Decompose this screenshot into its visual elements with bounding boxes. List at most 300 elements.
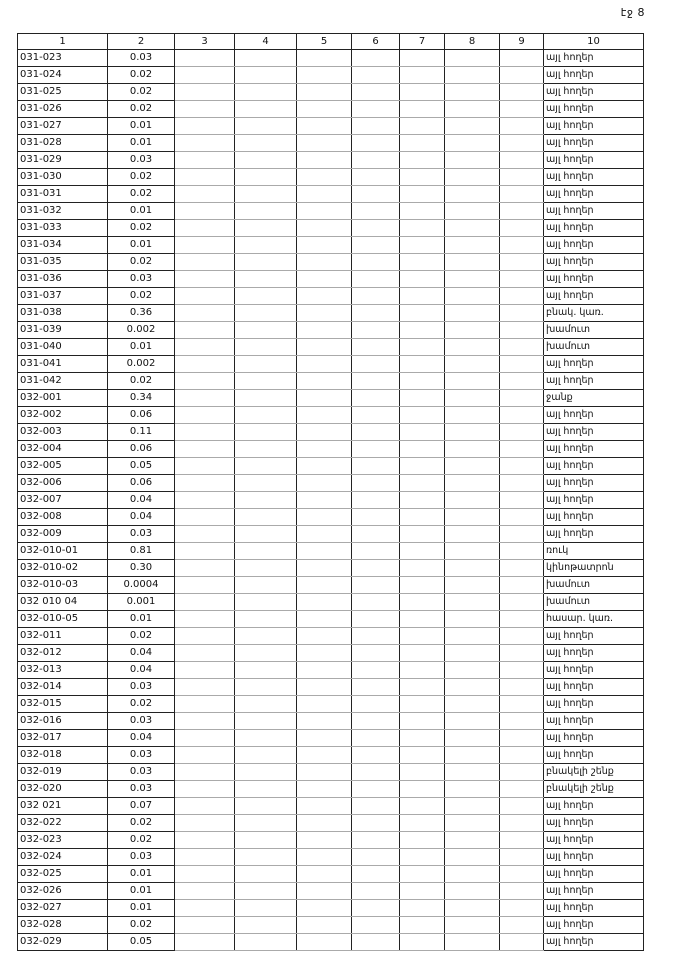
empty-cell [400,118,445,135]
empty-cell [235,594,297,611]
parcel-code-cell: 031-030 [18,169,108,186]
table-row [18,390,644,407]
empty-cell [500,390,544,407]
empty-cell [175,696,235,713]
empty-cell [445,662,500,679]
empty-cell [352,917,400,934]
area-cell: 0.01 [108,135,175,152]
empty-cell [175,730,235,747]
empty-cell [400,475,445,492]
land-use-cell: խամուտ [544,322,644,339]
empty-cell [175,118,235,135]
empty-cell [500,322,544,339]
empty-cell [445,798,500,815]
empty-cell [297,288,352,305]
land-register-table [17,33,644,951]
empty-cell [235,186,297,203]
table-row [18,662,644,679]
empty-cell [175,934,235,951]
empty-cell [352,900,400,917]
area-cell: 0.04 [108,645,175,662]
empty-cell [175,866,235,883]
parcel-code-cell: 032-010-03 [18,577,108,594]
empty-cell [500,254,544,271]
parcel-code-cell: 032-020 [18,781,108,798]
empty-cell [400,815,445,832]
area-cell: 0.81 [108,543,175,560]
empty-cell [235,747,297,764]
empty-cell [175,611,235,628]
empty-cell [352,67,400,84]
empty-cell [445,339,500,356]
empty-cell [175,594,235,611]
empty-cell [297,934,352,951]
empty-cell [500,645,544,662]
empty-cell [445,118,500,135]
area-cell: 0.03 [108,271,175,288]
table-row [18,815,644,832]
table-row [18,322,644,339]
area-cell: 0.002 [108,356,175,373]
empty-cell [175,492,235,509]
empty-cell [175,135,235,152]
land-use-cell: խամուտ [544,577,644,594]
empty-cell [235,271,297,288]
land-use-cell: այլ հողեր [544,713,644,730]
empty-cell [445,305,500,322]
empty-cell [235,900,297,917]
empty-cell [445,169,500,186]
area-cell: 0.06 [108,407,175,424]
empty-cell [297,152,352,169]
empty-cell [400,50,445,67]
empty-cell [445,458,500,475]
parcel-code-cell: 031-024 [18,67,108,84]
empty-cell [400,679,445,696]
empty-cell [352,424,400,441]
empty-cell [352,237,400,254]
parcel-code-cell: 032-015 [18,696,108,713]
empty-cell [445,237,500,254]
empty-cell [235,458,297,475]
table-row [18,832,644,849]
empty-cell [297,526,352,543]
empty-cell [400,220,445,237]
empty-cell [500,475,544,492]
empty-cell [400,84,445,101]
area-cell: 0.01 [108,237,175,254]
empty-cell [445,679,500,696]
empty-cell [297,798,352,815]
empty-cell [352,203,400,220]
parcel-code-cell: 032-016 [18,713,108,730]
table-row [18,764,644,781]
area-cell: 0.02 [108,101,175,118]
area-cell: 0.02 [108,832,175,849]
empty-cell [297,577,352,594]
table-row [18,186,644,203]
empty-cell [175,169,235,186]
empty-cell [445,560,500,577]
land-use-cell: այլ հողեր [544,50,644,67]
parcel-code-cell: 032-003 [18,424,108,441]
column-header-9: 9 [500,34,544,50]
empty-cell [297,441,352,458]
empty-cell [297,747,352,764]
empty-cell [445,764,500,781]
empty-cell [235,118,297,135]
empty-cell [400,900,445,917]
empty-cell [400,254,445,271]
table-row [18,866,644,883]
empty-cell [400,526,445,543]
empty-cell [352,339,400,356]
area-cell: 0.02 [108,67,175,84]
land-use-cell: այլ հողեր [544,849,644,866]
empty-cell [352,254,400,271]
empty-cell [352,628,400,645]
land-use-cell: այլ հողեր [544,237,644,254]
empty-cell [175,560,235,577]
empty-cell [352,679,400,696]
empty-cell [175,543,235,560]
empty-cell [235,339,297,356]
column-header-7: 7 [400,34,445,50]
parcel-code-cell: 032-001 [18,390,108,407]
empty-cell [297,543,352,560]
empty-cell [235,611,297,628]
land-use-cell: այլ հողեր [544,441,644,458]
parcel-code-cell: 031-039 [18,322,108,339]
empty-cell [500,203,544,220]
empty-cell [352,220,400,237]
empty-cell [235,254,297,271]
parcel-code-cell: 032 010 04 [18,594,108,611]
empty-cell [445,475,500,492]
empty-cell [235,560,297,577]
empty-cell [400,288,445,305]
parcel-code-cell: 032-027 [18,900,108,917]
empty-cell [235,798,297,815]
empty-cell [400,713,445,730]
header-row [18,34,644,50]
area-cell: 0.07 [108,798,175,815]
area-cell: 0.002 [108,322,175,339]
empty-cell [235,237,297,254]
area-cell: 0.02 [108,186,175,203]
area-cell: 0.01 [108,203,175,220]
parcel-code-cell: 031-035 [18,254,108,271]
empty-cell [175,849,235,866]
table-row [18,696,644,713]
empty-cell [235,288,297,305]
land-use-cell: այլ հողեր [544,271,644,288]
empty-cell [500,339,544,356]
empty-cell [445,135,500,152]
area-cell: 0.02 [108,373,175,390]
empty-cell [297,628,352,645]
empty-cell [352,883,400,900]
empty-cell [297,305,352,322]
empty-cell [235,849,297,866]
land-use-cell: այլ հողեր [544,730,644,747]
empty-cell [235,84,297,101]
empty-cell [175,271,235,288]
land-use-cell: կինոթատրոն [544,560,644,577]
table-row [18,424,644,441]
empty-cell [175,917,235,934]
parcel-code-cell: 031-031 [18,186,108,203]
parcel-code-cell: 032-008 [18,509,108,526]
empty-cell [400,832,445,849]
empty-cell [235,764,297,781]
empty-cell [297,900,352,917]
area-cell: 0.03 [108,679,175,696]
empty-cell [235,492,297,509]
empty-cell [445,866,500,883]
land-use-cell: ռուկ [544,543,644,560]
land-use-cell: այլ հողեր [544,900,644,917]
empty-cell [352,849,400,866]
land-use-cell: այլ հողեր [544,118,644,135]
empty-cell [297,339,352,356]
column-header-8: 8 [445,34,500,50]
area-cell: 0.05 [108,934,175,951]
table-row [18,611,644,628]
table-row [18,288,644,305]
empty-cell [445,101,500,118]
empty-cell [297,475,352,492]
empty-cell [445,390,500,407]
land-use-cell: հասար. կառ. [544,611,644,628]
empty-cell [400,135,445,152]
empty-cell [445,186,500,203]
empty-cell [297,84,352,101]
table-row [18,441,644,458]
parcel-code-cell: 032-019 [18,764,108,781]
parcel-code-cell: 032-012 [18,645,108,662]
empty-cell [297,237,352,254]
empty-cell [235,628,297,645]
table-row [18,305,644,322]
empty-cell [175,832,235,849]
empty-cell [352,781,400,798]
land-use-cell: այլ հողեր [544,815,644,832]
empty-cell [175,101,235,118]
empty-cell [297,424,352,441]
empty-cell [297,764,352,781]
empty-cell [352,526,400,543]
land-use-cell: այլ հողեր [544,883,644,900]
land-use-cell: այլ հողեր [544,509,644,526]
land-use-cell: այլ հողեր [544,220,644,237]
empty-cell [500,220,544,237]
empty-cell [445,713,500,730]
empty-cell [297,832,352,849]
empty-cell [400,543,445,560]
empty-cell [500,730,544,747]
empty-cell [297,220,352,237]
empty-cell [175,526,235,543]
empty-cell [235,696,297,713]
empty-cell [500,373,544,390]
land-use-cell: այլ հողեր [544,492,644,509]
empty-cell [352,696,400,713]
empty-cell [175,424,235,441]
empty-cell [352,458,400,475]
empty-cell [175,458,235,475]
empty-cell [175,441,235,458]
empty-cell [297,271,352,288]
area-cell: 0.04 [108,492,175,509]
empty-cell [235,475,297,492]
table-row [18,203,644,220]
area-cell: 0.03 [108,526,175,543]
empty-cell [500,781,544,798]
parcel-code-cell: 031-034 [18,237,108,254]
table-row [18,254,644,271]
empty-cell [400,730,445,747]
empty-cell [400,390,445,407]
empty-cell [235,203,297,220]
empty-cell [235,679,297,696]
column-header-10: 10 [544,34,644,50]
empty-cell [500,186,544,203]
empty-cell [352,288,400,305]
empty-cell [352,832,400,849]
table-row [18,135,644,152]
empty-cell [352,934,400,951]
land-use-cell: այլ հողեր [544,866,644,883]
empty-cell [400,662,445,679]
empty-cell [445,900,500,917]
empty-cell [400,458,445,475]
column-header-2: 2 [108,34,175,50]
empty-cell [352,305,400,322]
empty-cell [400,322,445,339]
area-cell: 0.30 [108,560,175,577]
land-use-cell: այլ հողեր [544,186,644,203]
table-row [18,169,644,186]
empty-cell [235,509,297,526]
empty-cell [297,866,352,883]
empty-cell [352,492,400,509]
parcel-code-cell: 032-010-05 [18,611,108,628]
empty-cell [500,407,544,424]
empty-cell [175,186,235,203]
empty-cell [297,645,352,662]
table-row [18,339,644,356]
empty-cell [445,628,500,645]
empty-cell [297,50,352,67]
empty-cell [175,577,235,594]
empty-cell [400,101,445,118]
empty-cell [400,203,445,220]
area-cell: 0.03 [108,713,175,730]
empty-cell [500,271,544,288]
empty-cell [500,492,544,509]
empty-cell [235,152,297,169]
empty-cell [297,679,352,696]
empty-cell [445,645,500,662]
empty-cell [352,101,400,118]
empty-cell [400,152,445,169]
land-use-cell: բնակ. կառ. [544,305,644,322]
area-cell: 0.03 [108,764,175,781]
empty-cell [175,798,235,815]
empty-cell [352,135,400,152]
empty-cell [352,373,400,390]
empty-cell [235,135,297,152]
table-row [18,934,644,951]
area-cell: 0.03 [108,849,175,866]
empty-cell [297,135,352,152]
empty-cell [400,577,445,594]
empty-cell [297,67,352,84]
empty-cell [445,322,500,339]
land-use-cell: այլ հողեր [544,407,644,424]
area-cell: 0.06 [108,441,175,458]
empty-cell [400,407,445,424]
empty-cell [445,696,500,713]
empty-cell [400,67,445,84]
empty-cell [297,203,352,220]
empty-cell [175,305,235,322]
empty-cell [500,815,544,832]
area-cell: 0.02 [108,254,175,271]
empty-cell [235,356,297,373]
empty-cell [500,679,544,696]
empty-cell [175,373,235,390]
area-cell: 0.02 [108,917,175,934]
empty-cell [352,594,400,611]
table-row [18,67,644,84]
empty-cell [235,220,297,237]
table-row [18,373,644,390]
empty-cell [445,917,500,934]
empty-cell [352,186,400,203]
land-use-cell: այլ հողեր [544,696,644,713]
parcel-code-cell: 031-033 [18,220,108,237]
table-row [18,101,644,118]
empty-cell [352,356,400,373]
empty-cell [352,50,400,67]
table-row [18,900,644,917]
empty-cell [445,356,500,373]
empty-cell [400,781,445,798]
empty-cell [445,441,500,458]
empty-cell [352,118,400,135]
empty-cell [352,271,400,288]
empty-cell [445,84,500,101]
empty-cell [445,152,500,169]
area-cell: 0.02 [108,696,175,713]
empty-cell [400,611,445,628]
parcel-code-cell: 031-023 [18,50,108,67]
empty-cell [352,645,400,662]
area-cell: 0.001 [108,594,175,611]
empty-cell [175,628,235,645]
empty-cell [352,611,400,628]
empty-cell [297,696,352,713]
parcel-code-cell: 032-009 [18,526,108,543]
empty-cell [500,747,544,764]
empty-cell [400,271,445,288]
area-cell: 0.01 [108,611,175,628]
empty-cell [352,322,400,339]
empty-cell [500,560,544,577]
empty-cell [400,305,445,322]
